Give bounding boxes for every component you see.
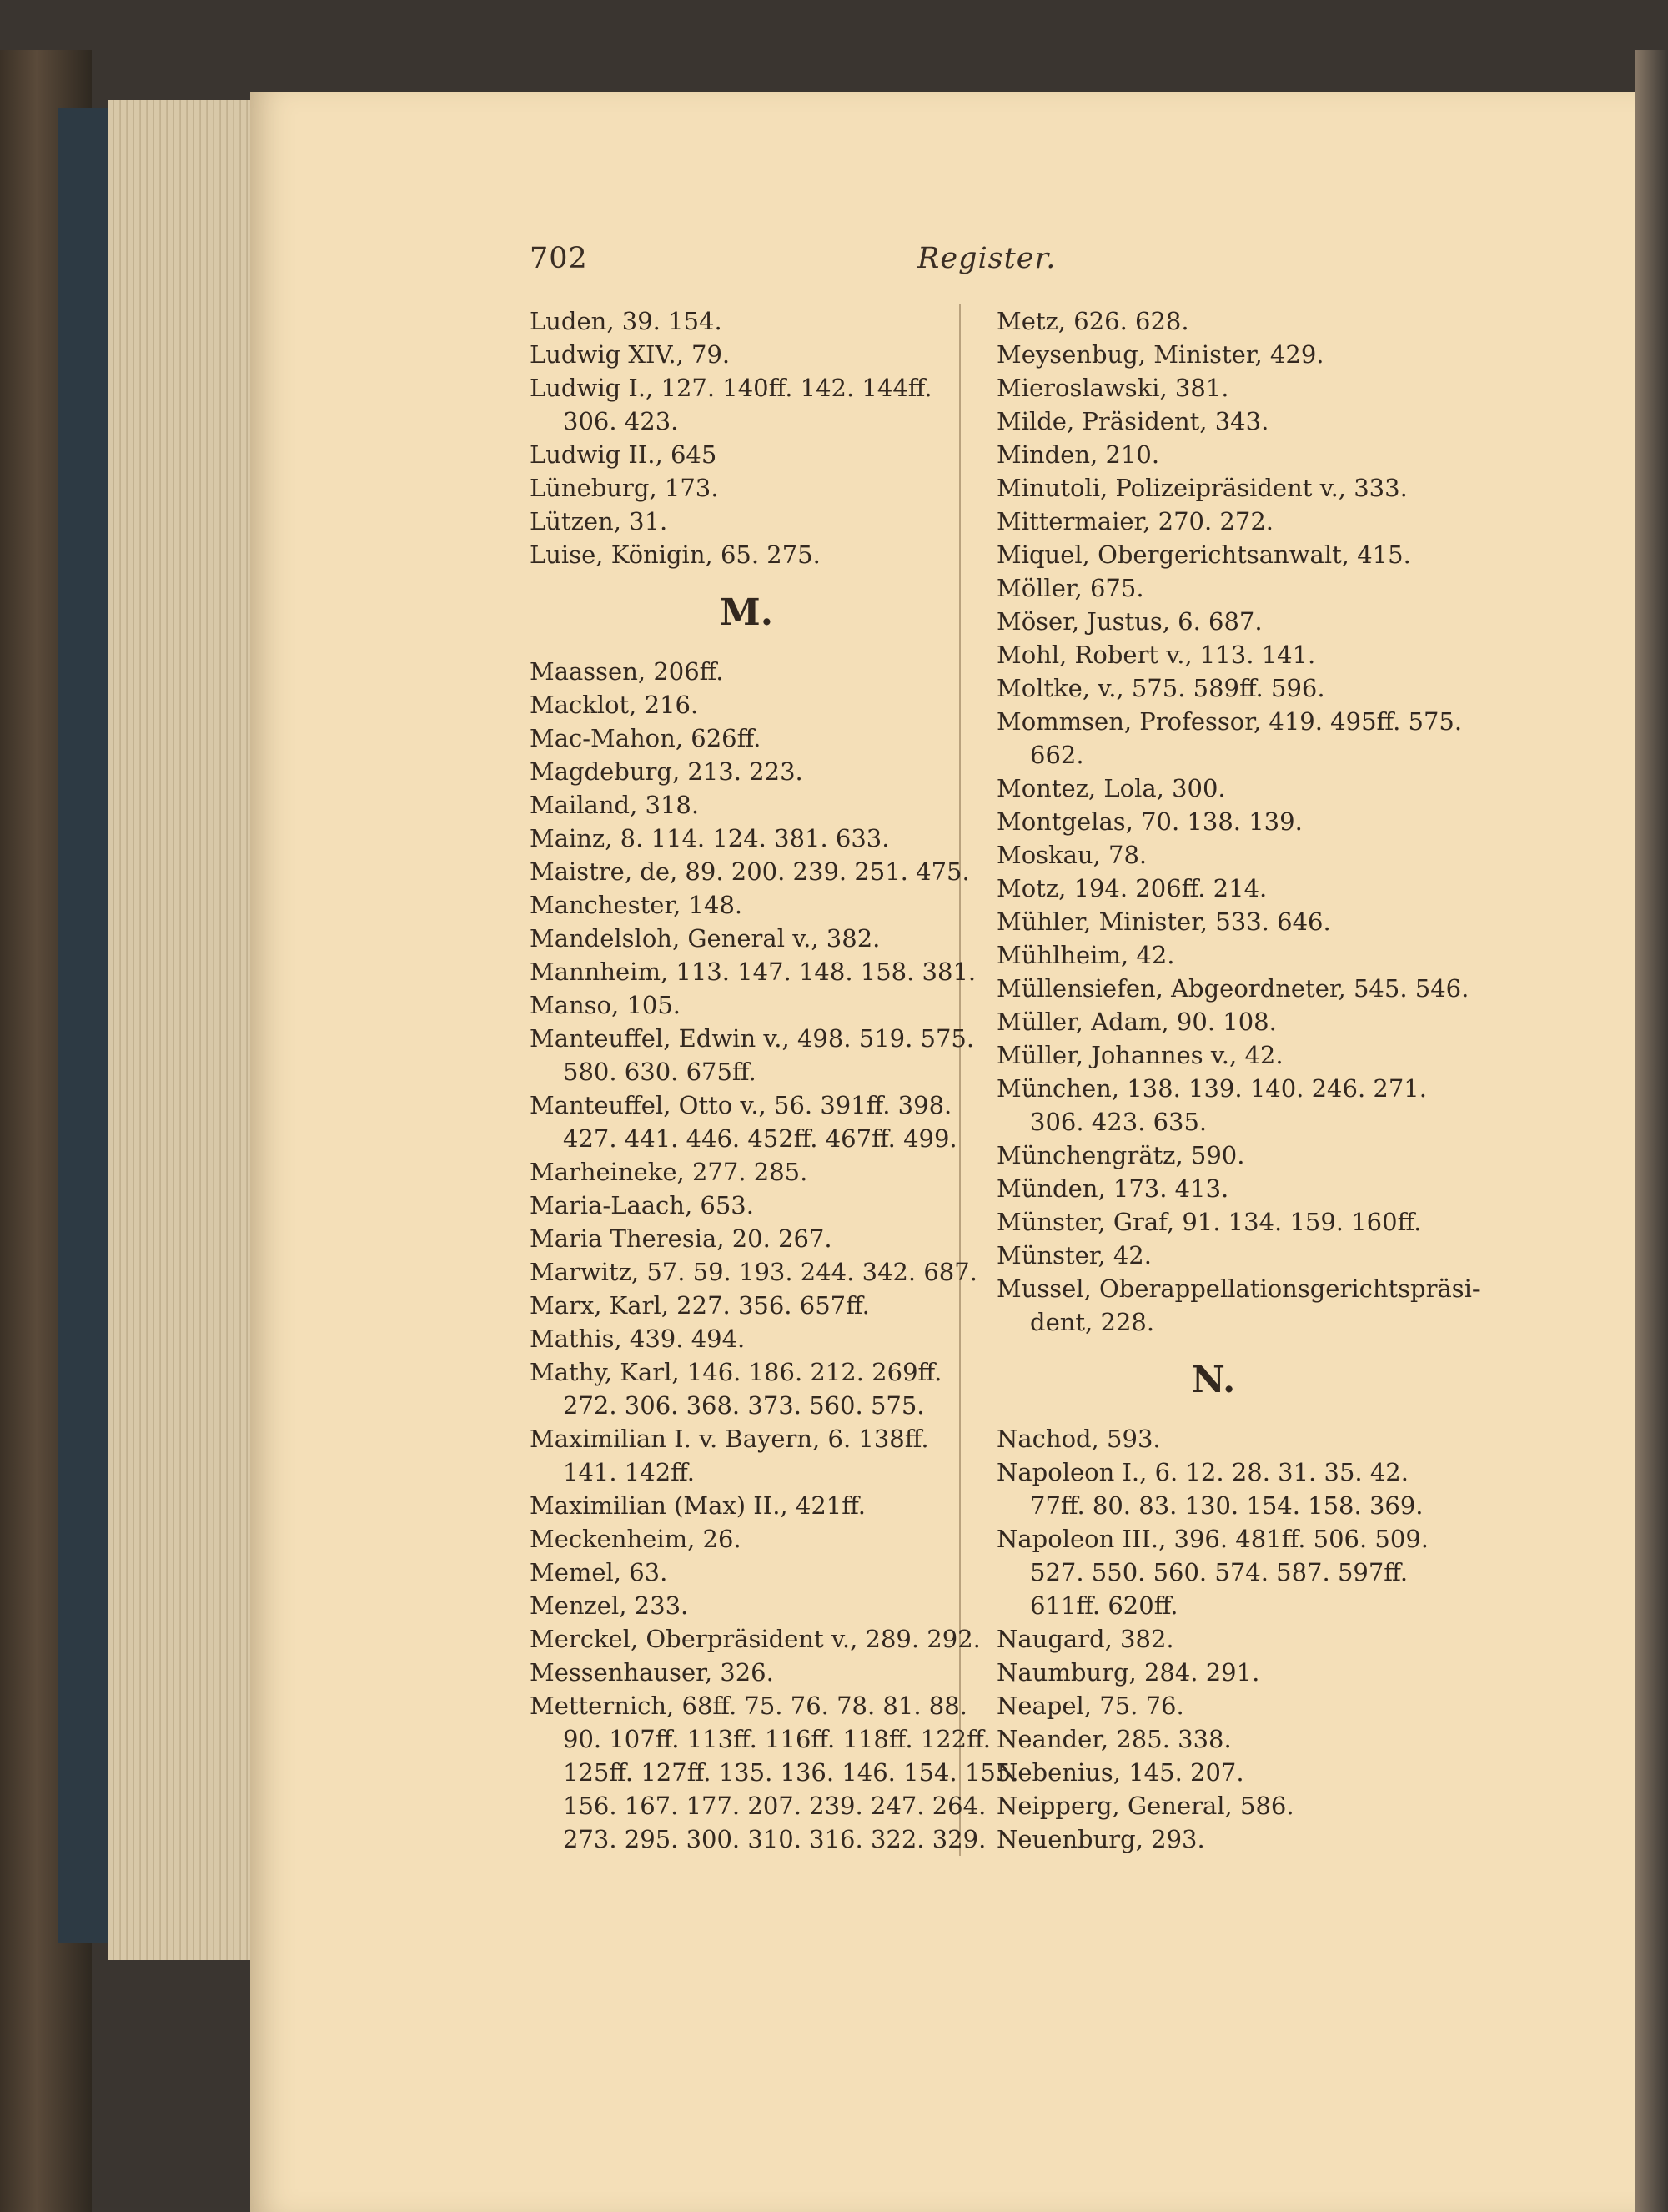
index-entry: Minutoli, Polizeipräsident v., 333. — [997, 474, 1408, 502]
index-entry: Ludwig XIV., 79. — [530, 340, 731, 369]
index-entry: Manso, 105. — [530, 991, 681, 1019]
index-entry: Merckel, Oberpräsident v., 289. 292. — [530, 1625, 981, 1653]
index-entry: Menzel, 233. — [530, 1591, 689, 1620]
index-entry: Manteuffel, Edwin v., 498. 519. 575. — [530, 1024, 975, 1053]
index-entry: Minden, 210. — [997, 440, 1160, 469]
index-entry: Mannheim, 113. 147. 148. 158. 381. — [530, 958, 977, 986]
index-entry: Messenhauser, 326. — [530, 1658, 774, 1687]
index-entry: Manchester, 148. — [530, 891, 743, 919]
index-entry: Mohl, Robert v., 113. 141. — [997, 641, 1316, 669]
index-entry-continuation: 125ff. 127ff. 135. 136. 146. 154. 155. — [563, 1758, 1019, 1787]
index-entry-continuation: 580. 630. 675ff. — [563, 1058, 756, 1086]
index-entry: Möller, 675. — [997, 574, 1144, 602]
index-entry: Mühler, Minister, 533. 646. — [997, 907, 1331, 936]
index-entry: Müllensiefen, Abgeordneter, 545. 546. — [997, 974, 1470, 1003]
index-entry: Lützen, 31. — [530, 507, 668, 535]
index-entry: Neuenburg, 293. — [997, 1825, 1205, 1853]
index-entry: Maximilian (Max) II., 421ff. — [530, 1491, 867, 1520]
index-entry: Meysenbug, Minister, 429. — [997, 340, 1324, 369]
index-entry: Neander, 285. 338. — [997, 1725, 1232, 1753]
index-entry-continuation: 427. 441. 446. 452ff. 467ff. 499. — [563, 1124, 957, 1153]
index-entry: Neapel, 75. 76. — [997, 1692, 1184, 1720]
index-entry: Mommsen, Professor, 419. 495ff. 575. — [997, 707, 1463, 736]
index-entry: Motz, 194. 206ff. 214. — [997, 874, 1268, 902]
index-entry: Maassen, 206ff. — [530, 657, 724, 686]
index-entry-continuation: 156. 167. 177. 207. 239. 247. 264. — [563, 1792, 987, 1820]
index-entry: Müller, Adam, 90. 108. — [997, 1008, 1277, 1036]
index-entry: Montgelas, 70. 138. 139. — [997, 807, 1303, 836]
index-entry: Mittermaier, 270. 272. — [997, 507, 1274, 535]
index-entry-continuation: dent, 228. — [1030, 1308, 1155, 1336]
index-entry: Münchengrätz, 590. — [997, 1141, 1245, 1169]
index-entry: Mandelsloh, General v., 382. — [530, 924, 881, 953]
index-entry: Marheineke, 277. 285. — [530, 1158, 808, 1186]
index-entry: Napoleon III., 396. 481ff. 506. 509. — [997, 1525, 1429, 1553]
index-entry: Marx, Karl, 227. 356. 657ff. — [530, 1291, 870, 1320]
index-entry-continuation: 611ff. 620ff. — [1030, 1591, 1178, 1620]
index-entry: Möser, Justus, 6. 687. — [997, 607, 1263, 636]
index-entry-continuation: 662. — [1030, 741, 1084, 769]
index-entry: Moltke, v., 575. 589ff. 596. — [997, 674, 1325, 702]
index-entry: Napoleon I., 6. 12. 28. 31. 35. 42. — [997, 1458, 1409, 1486]
index-entry: Mailand, 318. — [530, 791, 700, 819]
section-letter: M. — [719, 591, 774, 634]
index-entry: Neipperg, General, 586. — [997, 1792, 1294, 1820]
index-entry: Mac-Mahon, 626ff. — [530, 724, 761, 752]
index-entry: Mussel, Oberappellationsgerichtspräsi- — [997, 1274, 1480, 1303]
cover-spine-strip — [58, 108, 108, 1943]
index-entry: Nachod, 593. — [997, 1425, 1161, 1453]
index-entry: Münden, 173. 413. — [997, 1174, 1229, 1203]
index-column-right — [997, 304, 1480, 1856]
index-entry: Maximilian I. v. Bayern, 6. 138ff. — [530, 1425, 929, 1453]
index-entry: Lüneburg, 173. — [530, 474, 719, 502]
index-entry: Maria-Laach, 653. — [530, 1191, 754, 1219]
index-entry: Maistre, de, 89. 200. 239. 251. 475. — [530, 857, 970, 886]
index-entry-continuation: 306. 423. 635. — [1030, 1108, 1208, 1136]
index-entry: Memel, 63. — [530, 1558, 668, 1586]
index-entry: Moskau, 78. — [997, 841, 1148, 869]
index-entry: Mainz, 8. 114. 124. 381. 633. — [530, 824, 890, 852]
index-column-left — [530, 304, 1019, 1856]
index-entry: Naumburg, 284. 291. — [997, 1658, 1260, 1687]
index-entry-continuation: 272. 306. 368. 373. 560. 575. — [563, 1391, 925, 1420]
right-binding — [1635, 50, 1668, 2212]
index-entry-continuation: 306. 423. — [563, 407, 679, 435]
index-entry: Miquel, Obergerichtsanwalt, 415. — [997, 540, 1411, 569]
page-header — [530, 242, 1430, 275]
index-entry: Mieroslawski, 381. — [997, 374, 1229, 402]
index-entry: Montez, Lola, 300. — [997, 774, 1226, 802]
index-entry-continuation: 90. 107ff. 113ff. 116ff. 118ff. 122ff. — [563, 1725, 991, 1753]
index-entry: Luden, 39. 154. — [530, 307, 722, 335]
index-entry-continuation: 273. 295. 300. 310. 316. 322. 329. — [563, 1825, 987, 1853]
index-entry: Metternich, 68ff. 75. 76. 78. 81. 88. — [530, 1692, 967, 1720]
index-entry: Naugard, 382. — [997, 1625, 1174, 1653]
index-entry: Münster, 42. — [997, 1241, 1152, 1269]
index-entry: Mühlheim, 42. — [997, 941, 1175, 969]
index-entry: Münster, Graf, 91. 134. 159. 160ff. — [997, 1208, 1422, 1236]
running-title: Register. — [917, 242, 1057, 275]
index-entry: Marwitz, 57. 59. 193. 244. 342. 687. — [530, 1258, 977, 1286]
index-entry-continuation: 77ff. 80. 83. 130. 154. 158. 369. — [1030, 1491, 1424, 1520]
index-entry-continuation: 141. 142ff. — [563, 1458, 695, 1486]
page-edges — [108, 100, 267, 1960]
index-entry-continuation: 527. 550. 560. 574. 587. 597ff. — [1030, 1558, 1409, 1586]
index-entry: Magdeburg, 213. 223. — [530, 757, 803, 786]
index-entry: Maria Theresia, 20. 267. — [530, 1224, 832, 1253]
index-entry: München, 138. 139. 140. 246. 271. — [997, 1074, 1427, 1103]
index-entry: Metz, 626. 628. — [997, 307, 1189, 335]
index-entry: Macklot, 216. — [530, 691, 699, 719]
index-entry: Mathy, Karl, 146. 186. 212. 269ff. — [530, 1358, 942, 1386]
index-entry: Manteuffel, Otto v., 56. 391ff. 398. — [530, 1091, 952, 1119]
index-entry: Milde, Präsident, 343. — [997, 407, 1269, 435]
index-entry: Meckenheim, 26. — [530, 1525, 741, 1553]
index-entry: Luise, Königin, 65. 275. — [530, 540, 821, 569]
index-entry: Müller, Johannes v., 42. — [997, 1041, 1284, 1069]
page-number: 702 — [530, 242, 588, 275]
index-entry: Ludwig II., 645 — [530, 440, 717, 469]
index-entry: Mathis, 439. 494. — [530, 1325, 746, 1353]
section-letter: N. — [1191, 1359, 1236, 1401]
index-entry: Ludwig I., 127. 140ff. 142. 144ff. — [530, 374, 932, 402]
index-entry: Nebenius, 145. 207. — [997, 1758, 1244, 1787]
